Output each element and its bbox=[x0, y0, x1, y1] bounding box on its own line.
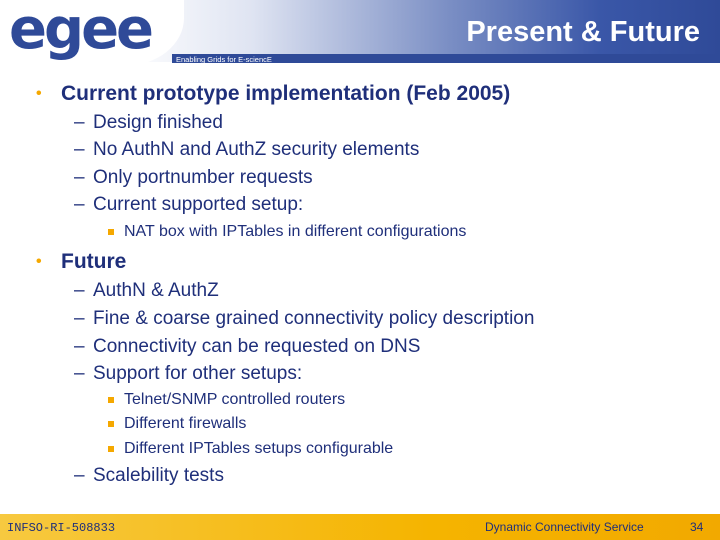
dash-icon: – bbox=[74, 280, 85, 301]
list-item-text: Current supported setup: bbox=[93, 194, 304, 215]
dash-icon: – bbox=[74, 308, 85, 329]
bullet-icon: • bbox=[36, 85, 42, 102]
sub-list-item-text: NAT box with IPTables in different configurations bbox=[124, 223, 467, 240]
slide-footer bbox=[0, 514, 720, 540]
bullet-icon: • bbox=[36, 253, 42, 270]
section-heading-text: Future bbox=[61, 250, 127, 273]
square-bullet-icon bbox=[108, 446, 114, 452]
sub-list-item-text: Different IPTables setups configurable bbox=[124, 440, 394, 457]
list-item-text: Scalebility tests bbox=[93, 465, 224, 486]
section-heading-text: Current prototype implementation (Feb 2005) bbox=[61, 82, 511, 105]
list-item-text: Support for other setups: bbox=[93, 363, 303, 384]
list-item-text: Design finished bbox=[93, 112, 223, 133]
square-bullet-icon bbox=[108, 397, 114, 403]
dash-icon: – bbox=[74, 139, 85, 160]
square-bullet-icon bbox=[108, 421, 114, 427]
list-item-text: AuthN & AuthZ bbox=[93, 280, 219, 301]
dash-icon: – bbox=[74, 363, 85, 384]
list-item-text: Only portnumber requests bbox=[93, 167, 313, 188]
sub-list-item-text: Telnet/SNMP controlled routers bbox=[124, 391, 346, 408]
square-bullet-icon bbox=[108, 229, 114, 235]
sub-list-item-text: Different firewalls bbox=[124, 415, 247, 432]
list-item-text: Fine & coarse grained connectivity policy description bbox=[93, 308, 535, 329]
dash-icon: – bbox=[74, 167, 85, 188]
project-id: INFSO-RI-508833 bbox=[7, 521, 116, 535]
page-number: 34 bbox=[690, 520, 704, 534]
dash-icon: – bbox=[74, 194, 85, 215]
footer-service-name: Dynamic Connectivity Service bbox=[485, 520, 644, 534]
dash-icon: – bbox=[74, 112, 85, 133]
slide-title: Present & Future bbox=[466, 16, 700, 48]
egee-logo: egee bbox=[9, 0, 152, 62]
list-item-text: Connectivity can be requested on DNS bbox=[93, 336, 421, 357]
logo-tagline: Enabling Grids for E-sciencE bbox=[176, 55, 272, 64]
dash-icon: – bbox=[74, 336, 85, 357]
list-item-text: No AuthN and AuthZ security elements bbox=[93, 139, 420, 160]
dash-icon: – bbox=[74, 465, 85, 486]
